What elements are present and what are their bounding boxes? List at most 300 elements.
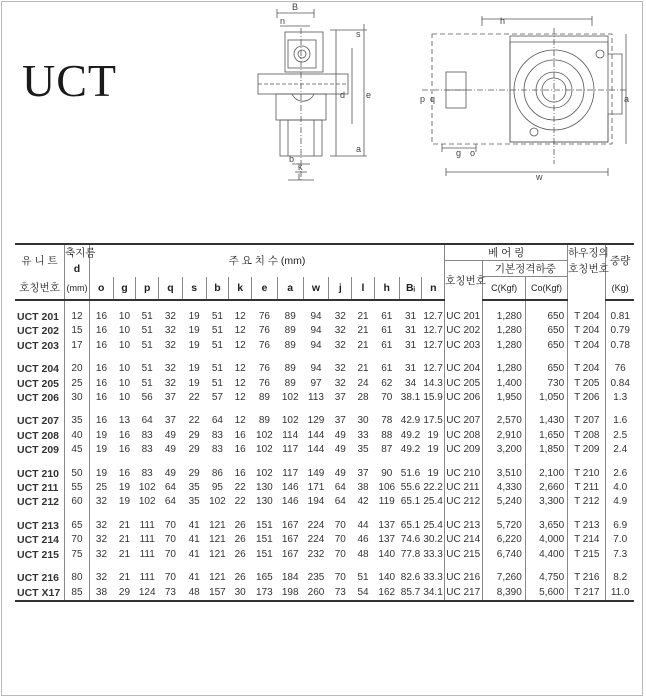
col-g: g [113, 277, 136, 301]
dim-label-a-front: a [624, 94, 630, 104]
spacer-cell [159, 562, 183, 571]
spacer-cell [206, 458, 229, 467]
table-cell: 12.7 [422, 362, 445, 376]
table-row [15, 429, 634, 443]
spacer-cell [525, 562, 567, 571]
spacer-cell [568, 353, 606, 362]
table-cell: 61 [381, 363, 393, 375]
bearing-header: 베 어 링 [445, 244, 568, 261]
bearing-number-cell: UC 212 [445, 495, 483, 509]
spacer-cell [206, 510, 229, 519]
co-header: Co(Kgf) [525, 277, 567, 301]
spacer-cell [303, 353, 329, 362]
spacer-cell [399, 510, 422, 519]
table-cell: 33.3 [422, 548, 445, 562]
housing-number-cell: T 204 [568, 310, 606, 324]
spacer-cell [277, 353, 303, 362]
table-cell: 22 [188, 415, 200, 427]
table-cell: 12 [234, 377, 246, 389]
table-cell: 70 [334, 548, 346, 560]
table-cell: 12 [234, 339, 246, 351]
table-cell: 30 [65, 391, 90, 405]
table-cell: 65 [65, 519, 90, 533]
group-spacer [15, 405, 634, 414]
table-cell: 64 [141, 415, 153, 427]
table-cell: 140 [378, 548, 396, 560]
col-p: p [136, 277, 159, 301]
dim-label-h: h [500, 16, 506, 26]
col-b: b [206, 277, 229, 301]
table-cell: 42.9 [400, 415, 421, 427]
table-cell: 21 [118, 548, 131, 560]
dim-label-w: w [536, 172, 543, 182]
spacer-cell [15, 510, 65, 519]
table-cell: 61 [381, 325, 393, 337]
spec-table-body [15, 300, 634, 601]
table-cell: 12.7 [422, 339, 445, 353]
unit-number-cell: UCT X17 [15, 586, 65, 601]
spacer-cell [251, 562, 277, 571]
table-cell: 7.3 [613, 548, 628, 560]
table-cell: 64 [334, 496, 346, 508]
table-cell: 2.4 [613, 444, 628, 456]
table-cell: 70 [164, 534, 176, 546]
table-cell: 70 [381, 392, 393, 404]
table-cell: 20 [65, 362, 90, 376]
spacer-cell [374, 405, 399, 414]
table-cell: 167 [281, 534, 299, 546]
housing-number-cell: T 208 [568, 429, 606, 443]
table-cell: 7.0 [613, 534, 628, 546]
table-row [15, 391, 634, 405]
table-cell: 64 [334, 482, 346, 494]
table-cell: 32 [95, 572, 108, 584]
table-cell: 56 [141, 392, 153, 404]
table-cell: 17 [65, 339, 90, 353]
table-cell: 149 [307, 467, 325, 479]
spacer-cell [182, 510, 206, 519]
table-cell: 89 [258, 392, 270, 404]
table-cell: 95 [211, 482, 223, 494]
table-cell: 6,740 [483, 548, 525, 562]
table-row [15, 533, 634, 547]
table-cell: 12 [234, 363, 246, 375]
table-cell: 6,220 [483, 533, 525, 547]
table-cell: 144 [307, 444, 325, 456]
table-cell: 1.6 [613, 415, 628, 427]
table-cell: 16 [118, 429, 131, 441]
table-cell: 194 [307, 496, 325, 508]
table-cell: 62 [381, 377, 393, 389]
table-cell: 76 [614, 363, 626, 375]
table-cell: 16 [95, 339, 108, 351]
table-row [15, 481, 634, 495]
table-cell: 83 [141, 429, 153, 441]
table-cell: 64 [211, 415, 223, 427]
table-cell: 29 [188, 429, 200, 441]
table-cell: 111 [139, 519, 155, 531]
spacer-cell [483, 510, 525, 519]
bearing-number-cell: UC 211 [445, 481, 483, 495]
unit-number-cell: UCT 202 [15, 324, 65, 338]
table-cell: 51 [141, 363, 153, 375]
spacer-cell [422, 405, 445, 414]
table-cell: 5,720 [483, 519, 525, 533]
table-cell: 38 [89, 586, 113, 601]
table-cell: 76 [258, 339, 270, 351]
housing-number-cell: T 204 [568, 339, 606, 353]
table-cell: 70 [334, 534, 346, 546]
table-cell: 22 [234, 482, 246, 494]
housing-number-cell: T 211 [568, 481, 606, 495]
page-title: UCT [22, 55, 117, 106]
bearing-number-cell: UC 216 [445, 571, 483, 585]
spacer-cell [606, 458, 634, 467]
table-cell: 51 [357, 572, 369, 584]
table-cell: 151 [256, 534, 273, 546]
unit-number-cell: UCT 201 [15, 310, 65, 324]
table-cell: 64 [164, 496, 176, 508]
spacer-cell [445, 300, 483, 310]
table-cell: 157 [206, 586, 229, 601]
spacer-cell [606, 510, 634, 519]
table-cell: 19 [118, 482, 131, 494]
table-cell: 51 [211, 325, 223, 337]
spacer-cell [606, 405, 634, 414]
spacer-cell [136, 405, 159, 414]
group-spacer [15, 458, 634, 467]
spec-table [15, 243, 634, 602]
table-cell: 2.6 [613, 467, 628, 479]
spacer-cell [251, 458, 277, 467]
table-cell: 24 [357, 377, 369, 389]
table-cell: 10 [118, 325, 131, 337]
spacer-cell [352, 300, 375, 310]
table-cell: 51 [211, 377, 223, 389]
table-cell: 162 [374, 586, 399, 601]
table-cell: 19 [95, 444, 108, 456]
table-cell: 102 [281, 415, 299, 427]
table-cell: 102 [138, 496, 156, 508]
table-cell: 10 [118, 377, 131, 389]
spacer-cell [182, 458, 206, 467]
table-cell: 19 [422, 429, 445, 443]
table-cell: 70 [164, 572, 176, 584]
table-cell: 224 [307, 534, 325, 546]
spacer-cell [606, 300, 634, 310]
spacer-cell [136, 353, 159, 362]
table-cell: 1.3 [613, 392, 628, 404]
table-cell: 28 [357, 392, 369, 404]
spacer-cell [422, 300, 445, 310]
table-cell: 60 [65, 495, 90, 509]
spacer-cell [89, 458, 113, 467]
unit-number-cell: UCT 209 [15, 443, 65, 457]
housing-number-cell: T 205 [568, 377, 606, 391]
table-cell: 106 [378, 482, 396, 494]
col-k: k [229, 277, 252, 301]
table-cell: 51 [141, 311, 153, 322]
spacer-cell [277, 405, 303, 414]
table-cell: 61 [381, 311, 393, 322]
unit-number-cell: UCT 206 [15, 391, 65, 405]
table-cell: 34 [404, 377, 417, 389]
spacer-cell [303, 510, 329, 519]
table-cell: 0.78 [610, 339, 630, 351]
table-row [15, 495, 634, 509]
table-cell: 16 [234, 429, 246, 441]
bearing-number-cell: UC 214 [445, 533, 483, 547]
table-cell: 49 [164, 444, 176, 456]
table-cell: 89 [284, 311, 296, 322]
table-cell: 51 [211, 339, 223, 351]
spacer-cell [229, 562, 252, 571]
table-cell: 235 [307, 572, 325, 584]
spacer-cell [399, 458, 422, 467]
dim-label-b: b [289, 154, 295, 164]
table-cell: 76 [258, 325, 270, 337]
spacer-cell [65, 510, 90, 519]
load-rating-header: 기본정격하중 [483, 261, 568, 277]
table-cell: 10 [118, 363, 131, 375]
spacer-cell [89, 510, 113, 519]
spacer-cell [15, 562, 65, 571]
spacer-cell [422, 353, 445, 362]
table-cell: 102 [281, 392, 299, 404]
table-cell: 51 [141, 339, 153, 351]
table-cell: 32 [95, 534, 108, 546]
table-cell: 171 [307, 482, 325, 494]
spacer-cell [251, 353, 277, 362]
bearing-number-cell: UC 217 [445, 586, 483, 601]
table-cell: 12.7 [422, 310, 445, 324]
table-cell: 16 [118, 444, 131, 456]
shaft-header: 축지름 [65, 244, 90, 261]
table-cell: 4.0 [613, 482, 628, 494]
spacer-cell [445, 458, 483, 467]
col-n: n [422, 277, 445, 301]
table-cell: 32 [164, 311, 176, 322]
table-cell: 26 [234, 534, 246, 546]
spacer-cell [182, 300, 206, 310]
table-cell: 48 [357, 548, 369, 560]
spacer-cell [483, 458, 525, 467]
table-cell: 3,510 [483, 467, 525, 481]
table-cell: 26 [234, 519, 246, 531]
table-cell: 12 [65, 310, 90, 324]
unit-number-cell: UCT 204 [15, 362, 65, 376]
spacer-cell [399, 562, 422, 571]
table-cell: 137 [378, 519, 396, 531]
table-cell: 140 [378, 572, 396, 584]
table-cell: 25.4 [422, 519, 445, 533]
spacer-cell [65, 353, 90, 362]
group-spacer [15, 300, 634, 310]
spacer-cell [229, 405, 252, 414]
table-cell: 89 [284, 363, 296, 375]
table-cell: 117 [282, 444, 299, 456]
table-cell: 1,950 [483, 391, 525, 405]
table-cell: 41 [188, 548, 200, 560]
table-cell: 25 [65, 377, 90, 391]
spacer-cell [182, 353, 206, 362]
table-cell: 32 [95, 548, 108, 560]
table-cell: 51 [211, 311, 223, 322]
table-cell: 260 [303, 586, 329, 601]
table-cell: 650 [525, 310, 567, 324]
table-cell: 165 [256, 572, 273, 584]
table-cell: 37 [334, 392, 346, 404]
table-cell: 1,650 [525, 429, 567, 443]
table-cell: 32 [95, 496, 108, 508]
dim-label-p: p [420, 94, 426, 104]
table-cell: 16 [95, 363, 108, 375]
table-cell: 1,280 [483, 362, 525, 376]
table-cell: 37 [164, 392, 176, 404]
table-cell: 55.6 [400, 482, 421, 494]
table-cell: 32 [164, 325, 176, 337]
table-cell: 5,600 [525, 586, 567, 601]
table-cell: 31 [404, 339, 417, 351]
table-cell: 49 [334, 444, 346, 456]
table-cell: 102 [256, 429, 273, 441]
dim-label-B: B [292, 2, 299, 12]
table-cell: 12 [234, 311, 246, 322]
table-cell: 40 [65, 429, 90, 443]
table-cell: 113 [308, 392, 324, 404]
spacer-cell [182, 562, 206, 571]
spacer-cell [568, 458, 606, 467]
spacer-cell [206, 405, 229, 414]
spacer-cell [113, 353, 136, 362]
table-cell: 89 [284, 325, 296, 337]
table-cell: 1,050 [525, 391, 567, 405]
table-cell: 151 [256, 548, 273, 560]
spacer-cell [113, 300, 136, 310]
table-cell: 70 [334, 572, 346, 584]
spacer-cell [159, 300, 183, 310]
table-cell: 57 [211, 392, 223, 404]
table-cell: 37 [357, 467, 369, 479]
table-cell: 7,260 [483, 571, 525, 585]
bearing-number-cell: UC 204 [445, 362, 483, 376]
table-cell: 85 [65, 586, 90, 601]
table-cell: 25 [95, 482, 108, 494]
table-cell: 137 [378, 534, 396, 546]
table-cell: 650 [525, 362, 567, 376]
spec-table-header [15, 244, 634, 300]
table-cell: 85.7 [399, 586, 422, 601]
table-cell: 89 [284, 377, 296, 389]
table-cell: 15.9 [422, 391, 445, 405]
unit-number-cell: UCT 212 [15, 495, 65, 509]
spacer-cell [89, 353, 113, 362]
housing-number-cell: T 214 [568, 533, 606, 547]
col-bi: Bᵢ [399, 277, 422, 301]
c-header: C(Kgf) [483, 277, 525, 301]
spacer-cell [525, 353, 567, 362]
table-cell: 19 [188, 325, 200, 337]
table-cell: 1,850 [525, 443, 567, 457]
bearing-number-cell: UC 208 [445, 429, 483, 443]
col-q: q [159, 277, 183, 301]
table-cell: 45 [65, 443, 90, 457]
spacer-cell [89, 300, 113, 310]
spacer-cell [399, 405, 422, 414]
col-a: a [277, 277, 303, 301]
table-row [15, 519, 634, 533]
table-cell: 70 [164, 519, 176, 531]
table-cell: 124 [136, 586, 159, 601]
table-cell: 102 [209, 496, 226, 508]
spacer-cell [251, 300, 277, 310]
spacer-cell [352, 353, 375, 362]
table-cell: 22.2 [422, 481, 445, 495]
table-cell: 21 [357, 311, 369, 322]
table-cell: 8.2 [613, 572, 628, 584]
housing-sub-header: 호칭번호 [568, 261, 606, 301]
bearing-number-cell: UC 205 [445, 377, 483, 391]
table-row [15, 362, 634, 376]
spacer-cell [159, 405, 183, 414]
table-cell: 2,100 [525, 467, 567, 481]
dim-label-o: o [470, 148, 476, 158]
spacer-cell [159, 458, 183, 467]
housing-number-cell: T 212 [568, 495, 606, 509]
unit-number-cell: UCT 216 [15, 571, 65, 585]
bearing-number-cell: UC 201 [445, 310, 483, 324]
spacer-cell [483, 562, 525, 571]
spacer-cell [303, 300, 329, 310]
table-cell: 19 [188, 377, 200, 389]
spacer-cell [303, 562, 329, 571]
table-cell: 75 [65, 548, 90, 562]
weight-header: 중량 [606, 244, 634, 277]
table-cell: 14.3 [422, 377, 445, 391]
table-cell: 11.0 [606, 586, 634, 601]
table-row [15, 586, 634, 601]
spacer-cell [399, 300, 422, 310]
table-cell: 121 [209, 519, 226, 531]
table-cell: 167 [281, 519, 299, 531]
dim-label-n: n [280, 16, 286, 26]
spacer-cell [65, 300, 90, 310]
spacer-cell [65, 562, 90, 571]
bearing-number-cell: UC 213 [445, 519, 483, 533]
spacer-cell [206, 562, 229, 571]
table-cell: 76 [258, 377, 270, 389]
table-cell: 50 [65, 467, 90, 481]
spacer-cell [113, 510, 136, 519]
spacer-cell [113, 405, 136, 414]
table-cell: 16 [118, 467, 131, 479]
spacer-cell [374, 353, 399, 362]
table-cell: 29 [188, 444, 200, 456]
table-cell: 32 [164, 363, 176, 375]
table-cell: 173 [251, 586, 277, 601]
table-cell: 32 [334, 311, 346, 322]
table-cell: 31 [404, 325, 417, 337]
table-cell: 32 [334, 339, 346, 351]
col-l: l [352, 277, 375, 301]
table-cell: 35 [188, 482, 200, 494]
spacer-cell [229, 510, 252, 519]
spacer-cell [329, 562, 352, 571]
housing-number-cell: T 206 [568, 391, 606, 405]
spacer-cell [229, 353, 252, 362]
table-cell: 29 [188, 467, 200, 479]
table-cell: 74.6 [400, 534, 421, 546]
